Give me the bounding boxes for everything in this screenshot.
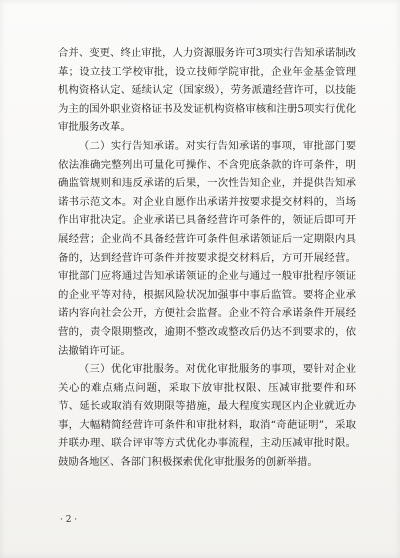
paragraph-continued: 合并、变更、终止审批，人力资源服务许可3项实行告知承诺制改革；设立技工学校审批，设立技师学院审批，企业年金基金管理机构资格认定、延续认定（国家级），劳务派遣经营许可，以技能为主的国外职业资格证书及发证机构资格审核和注册5项实行优化审批服务改革。 <box>58 47 356 134</box>
paragraph-implement-notification-commitment: （二）实行告知承诺。对实行告知承诺的事项，审批部门要依法准确完整列出可量化可操作、不含兜底条款的许可条件，明确监管规则和违反承诺的后果，一次性告知企业，并提供告知承诺书示范文本。对企业自愿作出承诺并按要求提交材料的，当场作出审批决定。企业承诺已具备经营许可条件的，领证后即可开展经营；企业尚不具备经营许可条件但承诺领证后一定期限内具备的，达到经营许可条件并按要求提交材料后，方可开展经营。审批部门应将通过告知承诺领证的企业与通过一般审批程序领证的企业平等对待，根据风险状况加强事中事后监管。要将企业承诺内容向社会公开，方便社会监督。企业不符合承诺条件开展经营的，责令限期整改，逾期不整改或整改后仍达不到要求的，依法撤销许可证。 <box>58 139 356 357</box>
document-body <box>58 44 356 472</box>
page-number: · 2 · <box>60 515 78 525</box>
paragraph-optimize-approval-service: （三）优化审批服务。对优化审批服务的事项，要针对企业关心的难点痛点问题，采取下放审批权限、压减审批要件和环节、延长或取消有效期限等措施，最大程度实现区内企业就近办事，大幅精简经营许可条件和审批材料，取消“奇葩证明”，采取并联办理、联合评审等方式优化办事流程，主动压减审批时限。鼓励各地区、各部门积极探索优化审批服务的创新举措。 <box>58 363 356 469</box>
